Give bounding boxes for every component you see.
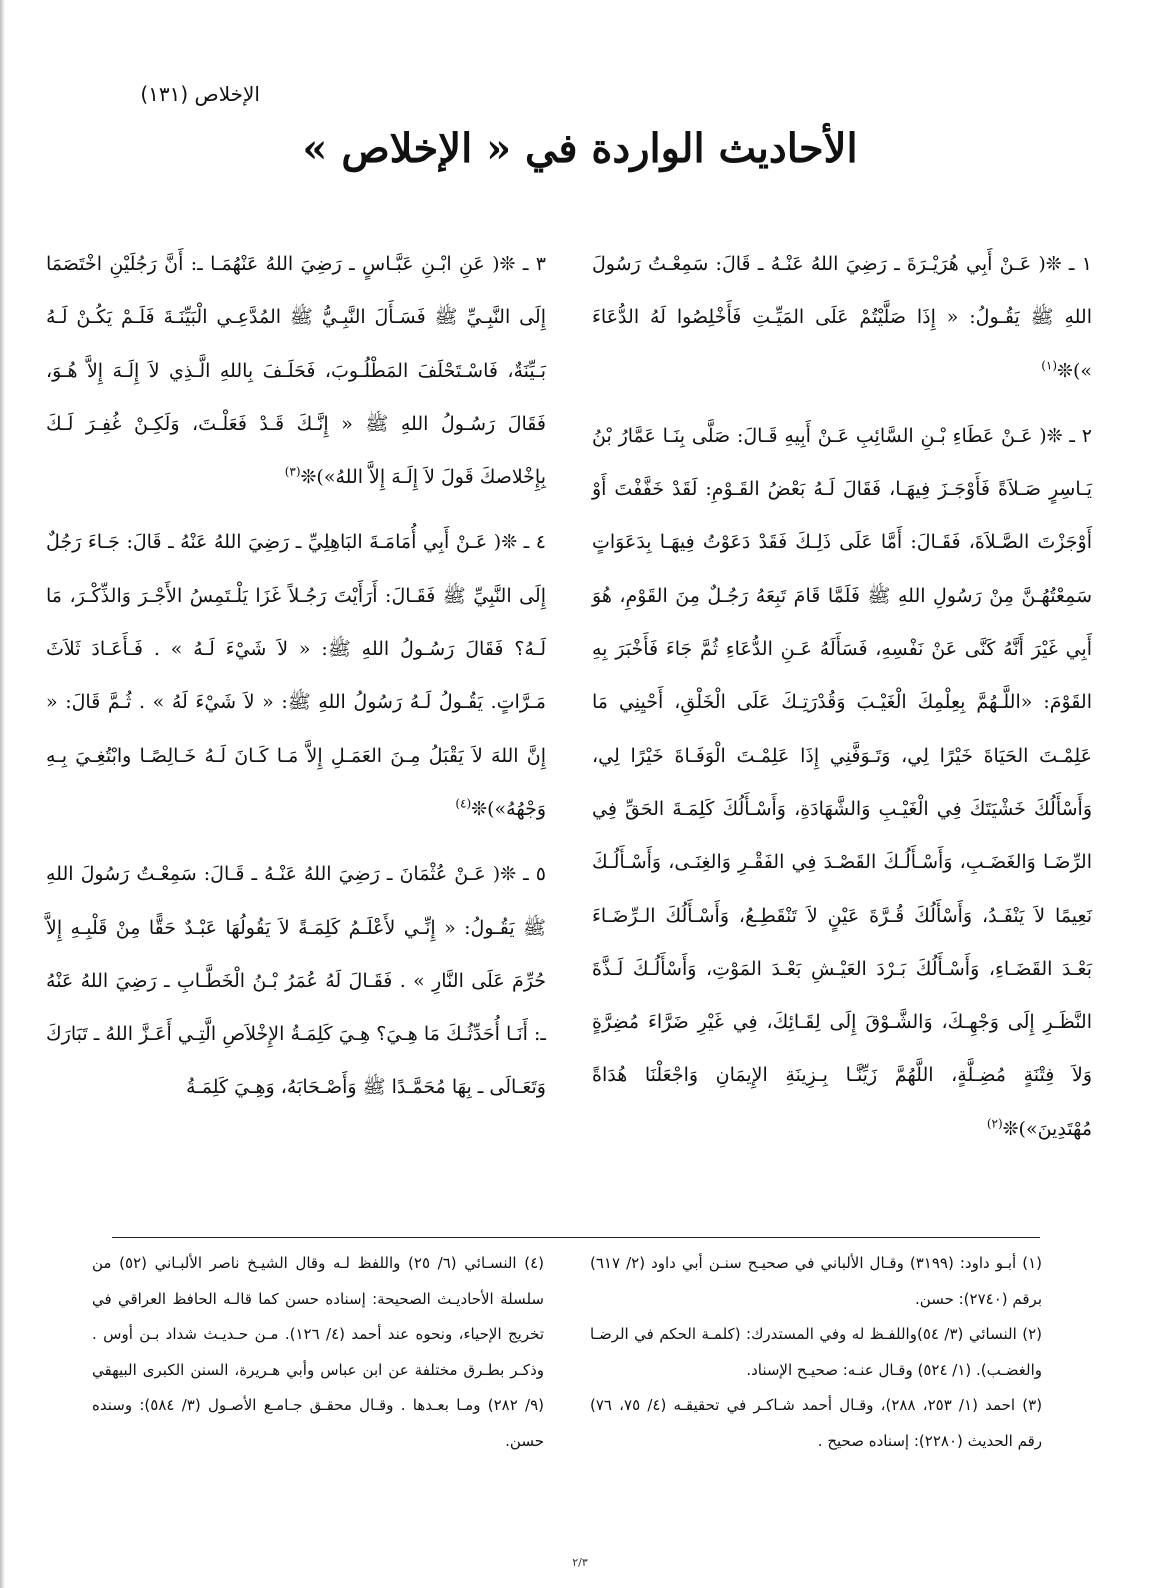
footnote-ref: (٢) [986,1116,1003,1131]
footnote-ref: (٤) [455,796,472,811]
footnote-divider [112,1237,1040,1238]
footnote: (٢) النسائي (٣/ ٥٤)واللفـظ له وفي المستدرك: (كلمـة الحكم في الرضـا والغضـب). (١/ ٥٢٤) وقـال عنـه: صحيـح الإسناد. [590,1325,1043,1379]
hadith-text: ٥ ـ ❊( عَـنْ عُثْمَانَ ـ رَضِيَ اللهُ عَنْـهُ ـ قَـالَ: سَمِعْـتُ رَسُولَ اللهِ ﷺ يَقُـولُ: « إِنِّـي لأَعْلَـمُ كَلِمَـةً لاَ يَقُولُهَا عَبْـدٌ حَقًّا مِنْ قَلْبِـهِ إِلاَّ حُرِّمَ عَلَى النَّارِ » . فَقَـالَ لَهُ عُمَرُ بْـنُ الْخَطَّـابِ ـ رَضِيَ اللهُ عَنْهُ ـ: أَنَـا أُحَدِّثُـكَ مَا هِـيَ؟ هِـيَ كَلِمَـةُ الإِخْلاَصِ الَّتِـي أَعَـزَّ اللهُ ـ تَبَارَكَ وَتَعَـالَى ـ بِهَا مُحَمَّـدًا ﷺ وَأَصْـحَابَهُ، وَهِـيَ كَلِمَـةُ [46,863,546,1099]
hadith-paragraph [592,410,1092,1156]
signature-mark: ٢/٣ [572,1556,588,1569]
hadith-paragraph [46,238,546,504]
hadith-text: ٣ ـ ❊( عَنِ ابْـنِ عَبَّـاسٍ ـ رَضِيَ اللهُ عَنْهُمَـا ـ: أَنَّ رَجُلَيْنِ اخْتَصَمَا إِلَى النَّبِـيِّ ﷺ فَسَـأَلَ النَّبِـيُّ ﷺ المُدَّعِـي الْبَيِّنَـةَ فَلَـمْ يَكُـنْ لَـهُ بَـيِّنَةٌ، فَاسْـتَحْلَفَ المَطْلُـوبَ، فَحَلَـفَ بِاللهِ الَّـذِي لاَ إِلَـهَ إِلاَّ هُـوَ، فَقَالَ رَسُـولُ اللهِ ﷺ « إِنَّـكَ قَـدْ فَعَلْـتَ، وَلَكِـنْ غُفِـرَ لَـكَ بِإِخْلاصكَ قَولَ لاَ إِلَـهَ إِلاَّ اللهُ»)❊ [46,253,546,489]
footnotes-column-right [590,1246,1042,1460]
text-column-left [46,238,546,1127]
hadith-paragraph [46,848,546,1114]
footnote: (١) أبـو داود: (٣١٩٩) وقـال الألباني في صحيـح سنـن أبي داود (٢/ ٦١٧) برقم (٢٧٤٠): حسن. [590,1254,1042,1308]
footnotes-column-left [92,1246,544,1460]
footnote-ref: (١) [1041,358,1058,373]
footnote: (٤) النسـائي (٦/ ٢٥) واللفظ لـه وقال الشيـخ ناصر الألبـاني (٥٢) من سلسلة الأحاديـث الصحيحة: إسناده حسن كما قالـه الحافظ العراقي في تخريج الإحياء، ونحوه عند أحمد (٤/ ١٢٦). مـن حـديـث شداد بـن أوس . وذكـر بطـرق مختلفة عن ابن عباس وأبي هـريرة، السنن الكبرى البيهقي (٩/ ٢٨٢) ومـا بعـدها . وقـال محقـق جـامـع الأصـول (٣/ ٥٨٤): وسنده حسن. [92,1254,545,1450]
page-title: الأحاديث الواردة في « الإخلاص » [302,125,858,172]
running-head: الإخلاص (١٣١) [140,82,260,106]
hadith-text: ١ ـ ❊( عَـنْ أَبِي هُرَيْـرَةَ ـ رَضِيَ اللهُ عَنْـهُ ـ قَالَ: سَمِعْـتُ رَسُولَ اللهِ ﷺ يَقُـولُ: « إِذَا صَلَّيْتُمْ عَلَى المَيِّـتِ فَأَخْلِصُوا لَهُ الدُّعَاءَ »)❊ [592,253,1092,382]
text-column-right [592,238,1092,1168]
hadith-text: ٢ ـ ❊( عَـنْ عَطَاءِ بْـنِ السَّائِبِ عَـنْ أَبِيهِ قَـالَ: صَلَّى بِنَـا عَمَّارُ بْنُ يَـاسِرٍ صَـلاَةً فَأَوْجَـزَ فِيهَـا، فَقَالَ لَـهُ بَعْضُ القَـوْمِ: لَقَدْ خَفَّفْتَ أَوْ أَوْجَزْتَ الصَّـلاَةَ، فَقَـالَ: أَمَّا عَلَى ذَلِـكَ فَقَدْ دَعَوْتُ فِيهَـا بِدَعَوَاتٍ سَمِعْتُهُـنَّ مِنْ رَسُولِ اللهِ ﷺ فَلَمَّا قَامَ تَبِعَهُ رَجُـلٌ مِنَ القَوْمِ، هُوَ أَبِي غَيْرَ أَنَّهُ كَنَّى عَنْ نَفْسِهِ، فَسَأَلَهُ عَـنِ الدُّعَاءِ ثُمَّ جَاءَ فَأَخْبَرَ بِهِ القَوْمَ: «اللَّـهُمَّ بِعِلْمِكَ الْغَيْـبَ وَقُدْرَتِـكَ عَلَى الْخَلْقِ، أَحْيِنِي مَا عَلِمْـتَ الحَيَاةَ خَيْرًا لِي، وَتَـوَفَّنِي إِذَا عَلِمْـتَ الْوَفَـاةَ خَيْرًا لِي، وَأَسْأَلُكَ خَشْيَتَكَ فِي الْغَيْـبِ وَالشَّهَادَةِ، وَأَسْـأَلُكَ كَلِمَـةَ الحَقِّ فِي الرِّضَـا وَالغَضَـبِ، وَأَسْـأَلُـكَ القَصْـدَ فِي الفَقْـرِ وَالغِنَـى، وَأَسْـأَلُـكَ نَعِيمًا لاَ يَنْفَـدُ، وَأَسْأَلُكَ قُـرَّةَ عَيْنٍ لاَ تَنْقَطِـعُ، وَأَسْـأَلُكَ الـرِّضَـاءَ بَعْـدَ القَضَـاءِ، وَأَسْـأَلُكَ بَـرْدَ العَيْـشِ بَعْـدَ المَوْتِ، وَأَسْأَلُـكَ لَـذَّةَ النَّظَـرِ إِلَى وَجْهِـكَ، وَالشَّـوْقَ إِلَى لِقَـائِكَ، فِي غَيْرِ ضَرَّاءَ مُضِرَّةٍ وَلاَ فِتْنَةٍ مُضِـلَّةٍ، اللَّهُمَّ زَيِّنَّـا بِـزِينَةِ الإِيمَانِ وَاجْعَلْنَا هُدَاةً مُهْتَدِينَ»)❊ [592,424,1092,1140]
footnote-ref: (٣) [284,464,301,479]
hadith-paragraph [592,238,1092,398]
page-spine-shadow [0,0,5,1588]
footnote: (٣) احمد (١/ ٢٥٣، ٢٨٨)، وقـال أحمد شـاكـر في تحقيقـه (٤/ ٧٥، ٧٦) رقم الحديث (٢٢٨٠): إسناده صحيح . [590,1396,1043,1450]
hadith-text: ٤ ـ ❊( عَـنْ أَبِي أُمَامَـةَ البَاهِلِيِّ ـ رَضِيَ اللهُ عَنْهُ ـ قَالَ: جَـاءَ رَجُلٌ إِلَى النَّبِيِّ ﷺ فَقَـالَ: أَرَأَيْتَ رَجُـلاً غَزَا يَلْـتَمِسُ الأَجْـرَ وَالذِّكْـرَ، مَا لَـهُ؟ فَقَالَ رَسُـولُ اللهِ ﷺ: « لاَ شَيْءَ لَـهُ » . فَـأَعَـادَ ثَلاَثَ مَـرَّاتٍ. يَقُـولُ لَـهُ رَسُولُ اللهِ ﷺ: « لاَ شَيْءَ لَهُ » . ثُـمَّ قَالَ: « إِنَّ اللهَ لاَ يَقْبَلُ مِـنَ العَمَـلِ إِلاَّ مَـا كَـانَ لَـهُ خَـالِصًـا وابْتُغِـيَ بِـهِ وَجْهُهُ»)❊ [46,531,546,820]
hadith-paragraph [46,516,546,836]
